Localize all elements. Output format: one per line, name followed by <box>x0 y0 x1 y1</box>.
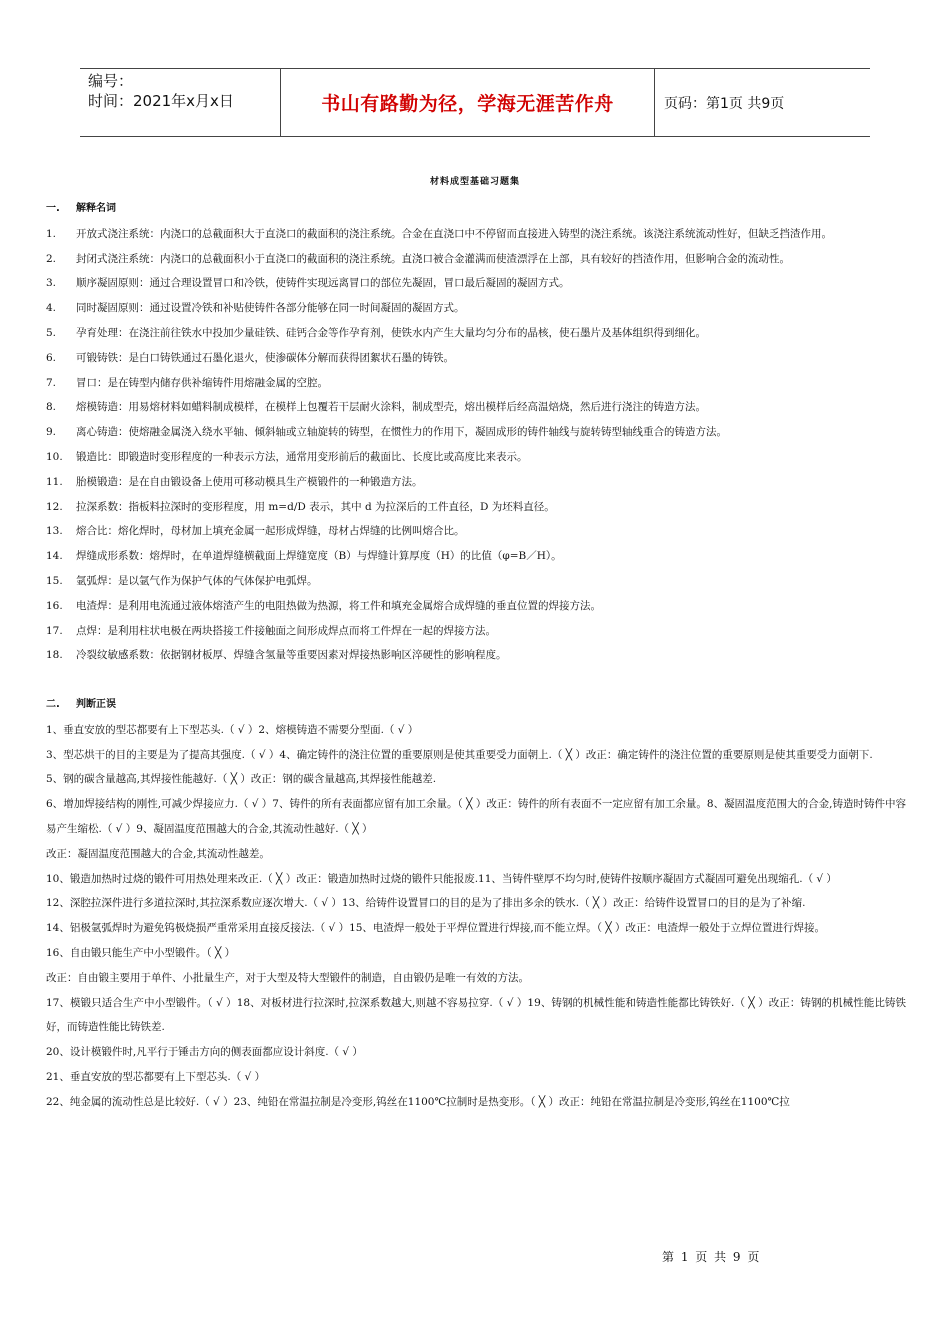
item-text: 冒口：是在铸型内储存供补缩铸件用熔融金属的空腔。 <box>76 376 328 389</box>
question-paragraph: 3、型芯烘干的目的主要是为了提高其强度.（ √ ）4、确定铸件的浇注位置的重要原则是使其重要受力面朝上.（ ╳ ）改正：确定铸件的浇注位置的重要原则是使其重要受力面朝下. <box>46 748 873 761</box>
item-number: 11. <box>46 475 63 488</box>
item-text: 焊缝成形系数：熔焊时，在单道焊缝横截面上焊缝宽度（B）与焊缝计算厚度（H）的比值（φ=B／H）。 <box>76 550 562 563</box>
item-text: 熔合比：熔化焊时，母材加上填充金属一起形成焊缝，母材占焊缝的比例叫熔合比。 <box>76 525 465 538</box>
section-heading-true-false <box>46 693 906 718</box>
item-number: 17. <box>46 624 63 637</box>
definition-item <box>46 495 906 520</box>
item-text: 可锻铸铁：是白口铸铁通过石墨化退火，使渗碳体分解而获得团絮状石墨的铸铁。 <box>76 351 454 364</box>
header-page-number: 页码：第1页 共9页 <box>664 95 785 112</box>
item-number: 9. <box>46 426 57 439</box>
document-title: 材料成型基础习题集 <box>429 177 520 187</box>
item-text: 离心铸造：使熔融金属浇入绕水平轴、倾斜轴或立轴旋转的铸型，在惯性力的作用下，凝固成形的铸件轴线与旋转铸型轴线重合的铸造方法。 <box>76 426 727 439</box>
page-header <box>80 68 870 137</box>
header-motto: 书山有路勤为径，学海无涯苦作舟 <box>281 69 655 136</box>
definition-item <box>46 247 906 272</box>
section-number: 二. <box>46 698 60 710</box>
definition-item <box>46 271 906 296</box>
question-paragraph: 20、设计模锻件时,凡平行于锤击方向的侧表面都应设计斜度.（ √ ） <box>46 1046 363 1059</box>
question-paragraph: 10、锻造加热时过烧的锻件可用热处理来改正.（ ╳ ）改正：锻造加热时过烧的锻件只能报废.11、当铸件壁厚不均匀时,使铸件按顺序凝固方式凝固可避免出现缩孔.（ √ ） <box>46 872 837 885</box>
item-number: 12. <box>46 500 63 513</box>
item-text: 拉深系数：指板料拉深时的变形程度，用 m=d/D 表示，其中 d 为拉深后的工件直径，D 为坯料直径。 <box>76 500 555 513</box>
definition-item <box>46 321 906 346</box>
item-text: 同时凝固原则：通过设置冷铁和补贴使铸件各部分能够在同一时间凝固的凝固方式。 <box>76 302 465 315</box>
definition-item <box>46 643 906 668</box>
item-text: 锻造比：即锻造时变形程度的一种表示方法，通常用变形前后的截面比、长度比或高度比来表示。 <box>76 450 528 463</box>
definition-item <box>46 569 906 594</box>
item-number: 15. <box>46 574 63 587</box>
question-paragraph: 16、自由锻只能生产中小型锻件。（ ╳ ） <box>46 946 236 959</box>
question-paragraph: 5、钢的碳含量越高,其焊接性能越好.（ ╳ ）改正：钢的碳含量越高,其焊接性能越差. <box>46 773 437 786</box>
question-paragraph: 21、垂直安放的型芯都要有上下型芯头.（ √ ） <box>46 1070 266 1083</box>
definition-item <box>46 371 906 396</box>
item-number: 4. <box>46 302 57 315</box>
item-text: 顺序凝固原则：通过合理设置冒口和冷铁，使铸件实现远离冒口的部位先凝固，冒口最后凝固的凝固方式。 <box>76 277 570 290</box>
question-paragraph: 14、铝极氩弧焊时为避免钨极烧损严重常采用直接反接法.（ √ ）15、电渣焊一般处于平焊位置进行焊接,而不能立焊。（ ╳ ）改正：电渣焊一般处于立焊位置进行焊接。 <box>46 922 826 935</box>
definition-item <box>46 420 906 445</box>
true-false-list <box>46 718 906 1115</box>
definition-item <box>46 544 906 569</box>
section-title: 解释名词 <box>76 203 116 214</box>
item-number: 16. <box>46 599 63 612</box>
section-heading-definitions <box>46 197 906 222</box>
item-number: 2. <box>46 252 57 265</box>
definition-item <box>46 222 906 247</box>
definition-item <box>46 346 906 371</box>
definition-item <box>46 594 906 619</box>
item-number: 8. <box>46 401 57 414</box>
question-paragraph: 1、垂直安放的型芯都要有上下型芯头.（ √ ）2、熔模铸造不需要分型面.（ √ ） <box>46 723 419 736</box>
question-paragraph: 12、深腔拉深件进行多道拉深时,其拉深系数应逐次增大.（ √ ）13、给铸件设置冒口的目的是为了排出多余的铁水.（ ╳ ）改正：给铸件设置冒口的目的是为了补缩. <box>46 897 806 910</box>
item-text: 胎模锻造：是在自由锻设备上使用可移动模具生产模锻件的一种锻造方法。 <box>76 475 423 488</box>
definition-item <box>46 619 906 644</box>
item-number: 13. <box>46 525 63 538</box>
item-text: 电渣焊：是利用电流通过液体熔渣产生的电阻热做为热源，将工件和填充金属熔合成焊缝的垂直位置的焊接方法。 <box>76 599 601 612</box>
item-number: 1. <box>46 227 57 240</box>
header-info-cell <box>80 69 281 136</box>
item-number: 14. <box>46 550 63 563</box>
item-text: 熔模铸造：用易熔材料如蜡料制成模样，在模样上包覆若干层耐火涂料，制成型壳，熔出模样后经高温焙烧，然后进行浇注的铸造方法。 <box>76 401 706 414</box>
document-body <box>46 197 906 1114</box>
item-text: 封闭式浇注系统：内浇口的总截面积小于直浇口的截面积的浇注系统。直浇口被合金灌满而使渣漂浮在上部，具有较好的挡渣作用，但影响合金的流动性。 <box>76 252 790 265</box>
section-gap <box>46 668 906 693</box>
item-text: 冷裂纹敏感系数：依据钢材板厚、焊缝含氢量等重要因素对焊接热影响区淬硬性的影响程度。 <box>76 649 507 662</box>
definition-item <box>46 519 906 544</box>
question-paragraph: 22、纯金属的流动性总是比较好.（ √ ）23、纯铅在常温拉制是冷变形,钨丝在1100℃拉制时是热变形。（ ╳ ）改正：纯铅在常温拉制是冷变形,钨丝在1100℃拉 <box>46 1095 790 1108</box>
item-text: 开放式浇注系统：内浇口的总截面积大于直浇口的截面积的浇注系统。合金在直浇口中不停留而直接进入铸型的浇注系统。该浇注系统流动性好，但缺乏挡渣作用。 <box>76 227 832 240</box>
question-paragraph: 6、增加焊接结构的刚性,可减少焊接应力.（ √ ）7、铸件的所有表面都应留有加工余量。（ ╳ ）改正：铸件的所有表面不一定应留有加工余量。8、凝固温度范围大的合金,铸造时铸件中容易产生缩松.（ √ ）9、凝固温度范围越大的合金,其流动性越好.（ ╳ ） <box>46 798 906 835</box>
item-number: 18. <box>46 649 63 662</box>
definition-item <box>46 395 906 420</box>
item-number: 3. <box>46 277 57 290</box>
item-number: 10. <box>46 450 63 463</box>
item-text: 点焊：是利用柱状电极在两块搭接工件接触面之间形成焊点而将工件焊在一起的焊接方法。 <box>76 624 496 637</box>
question-paragraph: 改正：自由锻主要用于单件、小批量生产，对于大型及特大型锻件的制造，自由锻仍是唯一有效的方法。 <box>46 971 529 984</box>
definition-item <box>46 470 906 495</box>
page-footer: 第 1 页 共 9 页 <box>662 1250 760 1264</box>
item-number: 5. <box>46 326 57 339</box>
question-paragraph: 改正：凝固温度范围越大的合金,其流动性越差。 <box>46 847 270 860</box>
item-text: 孕育处理：在浇注前往铁水中投加少量硅铁、硅钙合金等作孕育剂，使铁水内产生大量均匀分布的晶核，使石墨片及基体组织得到细化。 <box>76 326 706 339</box>
item-text: 氩弧焊：是以氩气作为保护气体的气体保护电弧焊。 <box>76 574 318 587</box>
item-number: 6. <box>46 351 57 364</box>
definitions-list <box>46 222 906 668</box>
question-paragraph: 17、模锻只适合生产中小型锻件。（ √ ）18、对板材进行拉深时,拉深系数越大,则越不容易拉穿.（ √ ）19、铸钢的机械性能和铸造性能都比铸铁好.（ ╳ ）改正：铸钢的机械性能比铸铁好，而铸造性能比铸铁差. <box>46 996 906 1034</box>
section-number: 一. <box>46 203 60 214</box>
document-date: 时间：2021年x月x日 <box>88 92 234 110</box>
definition-item <box>46 445 906 470</box>
definition-item <box>46 296 906 321</box>
document-number-label: 编号： <box>88 72 134 90</box>
item-number: 7. <box>46 376 57 389</box>
section-title: 判断正误 <box>76 698 116 710</box>
